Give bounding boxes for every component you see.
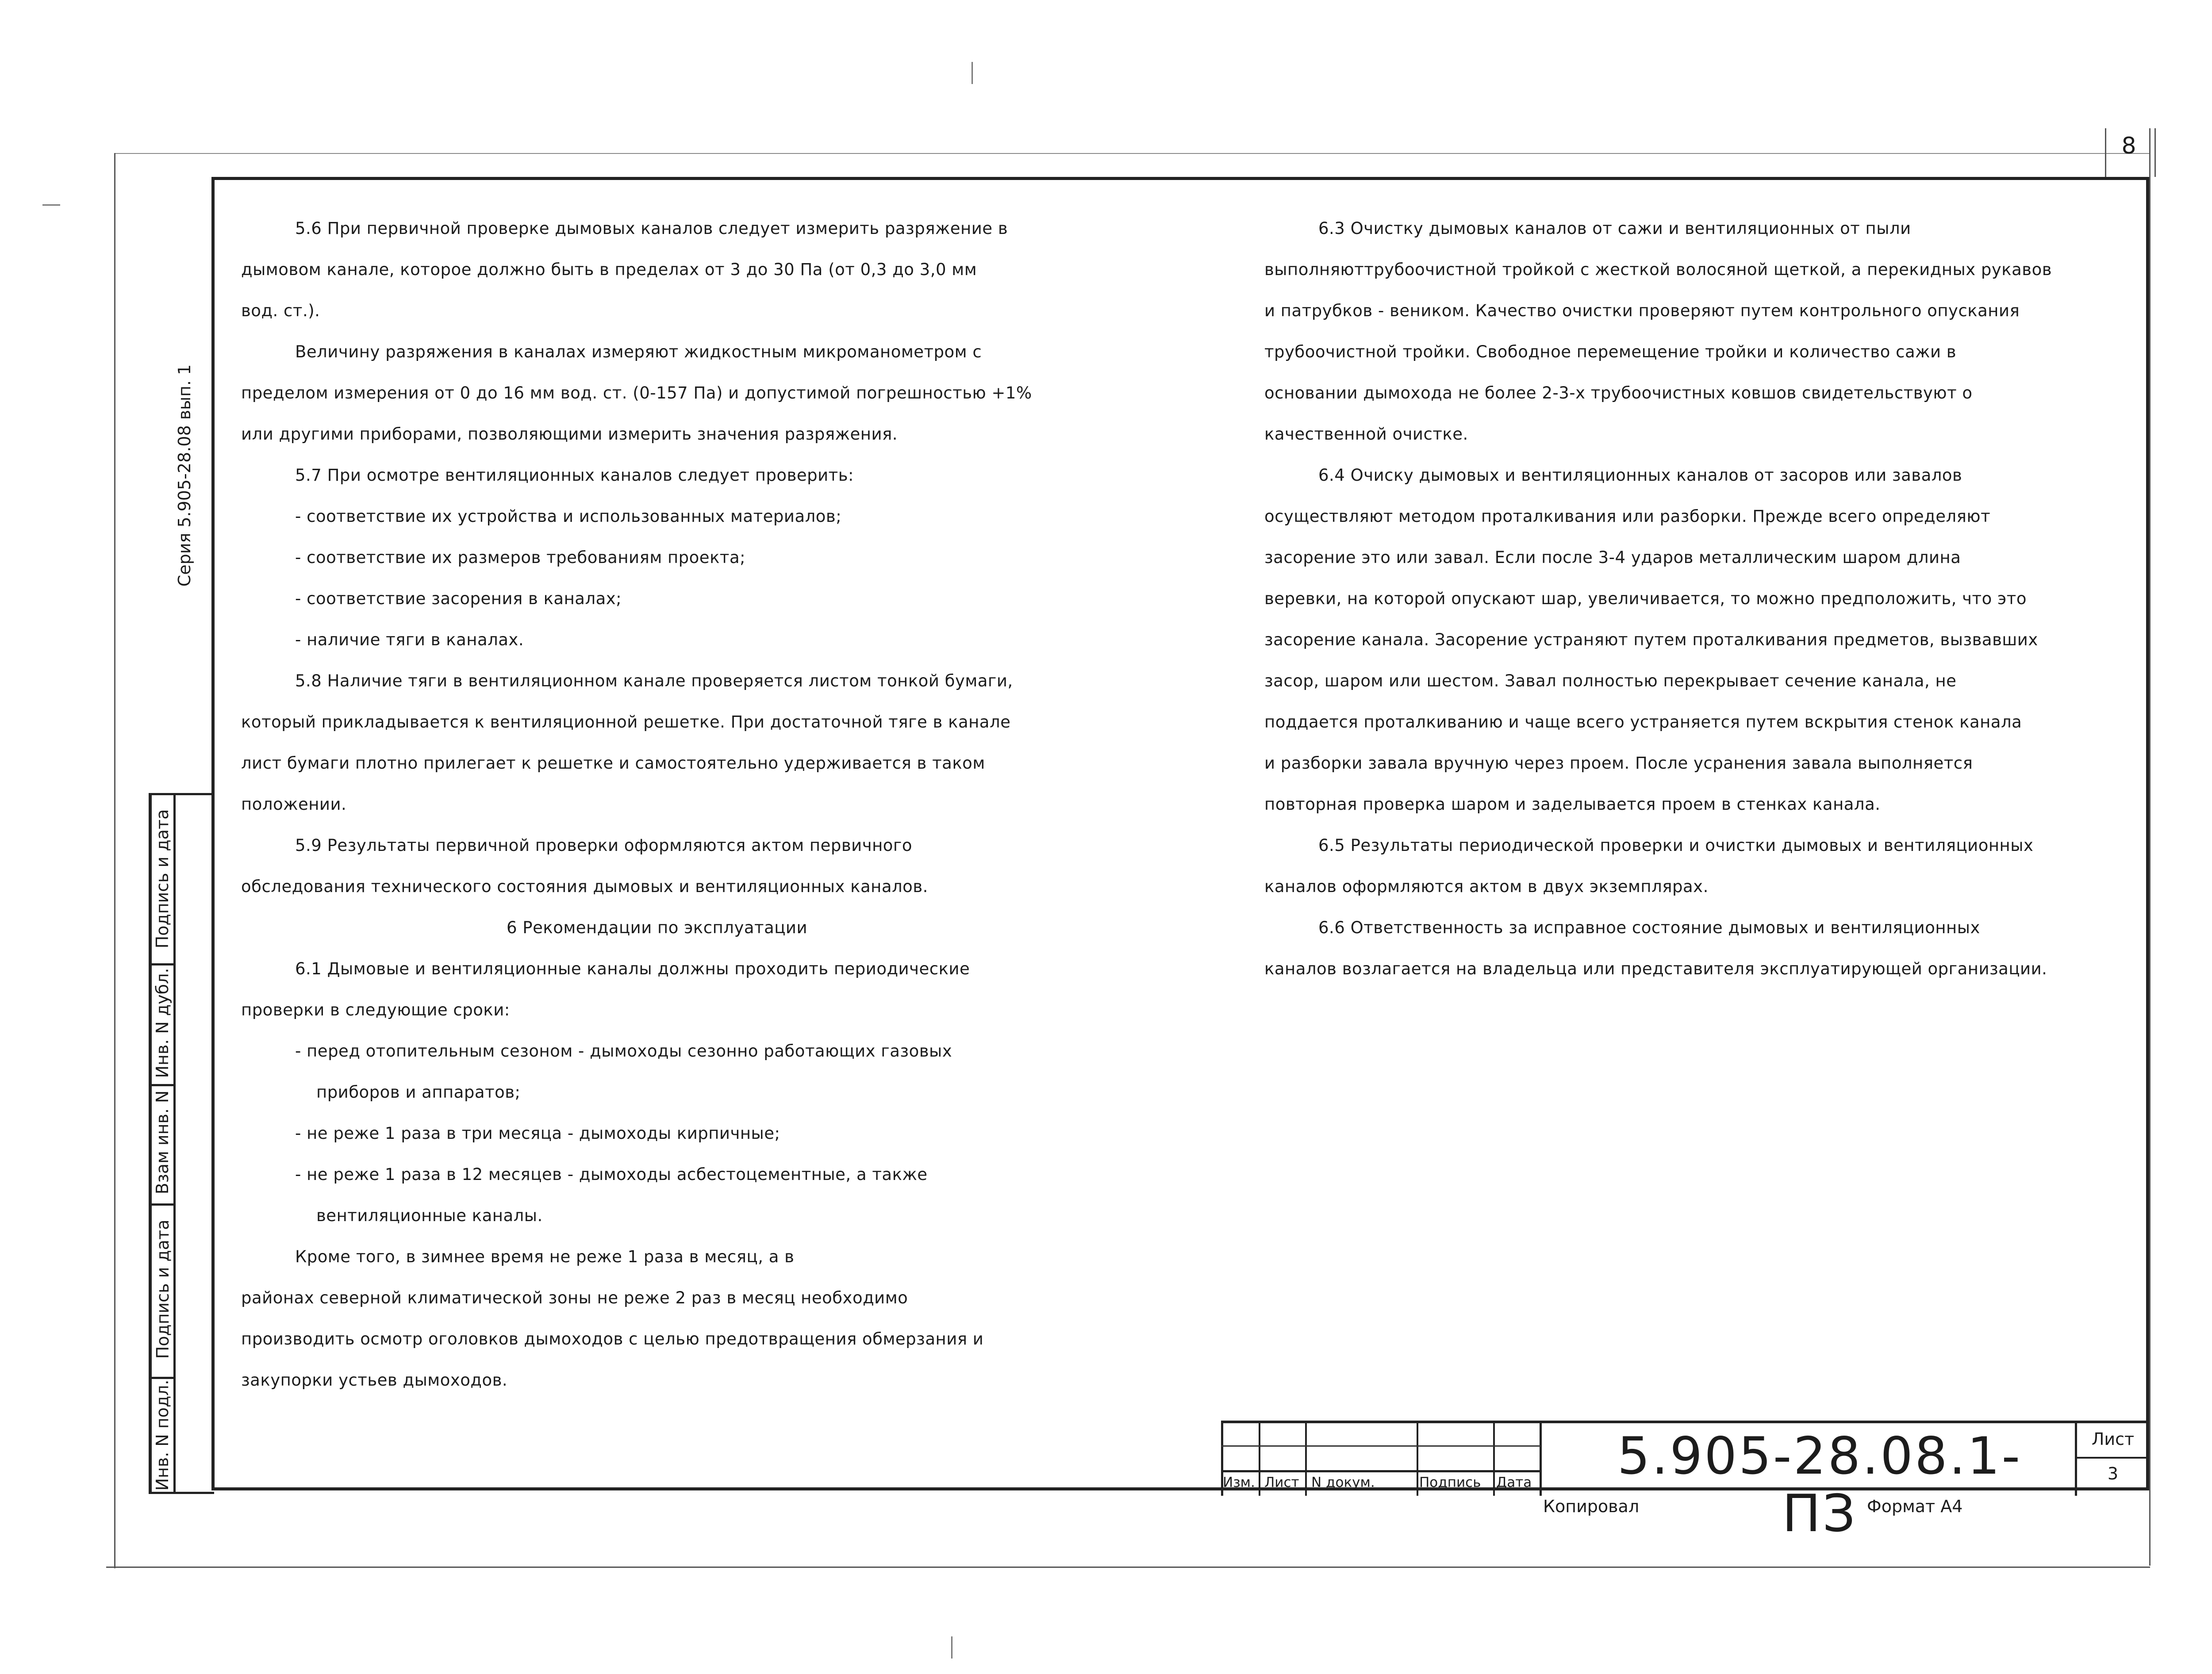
page-number-box-right xyxy=(2154,128,2156,177)
right-column-line: засор, шаром или шестом. Завал полностью перекрывает сечение канала, не xyxy=(1264,671,1957,690)
stamp-cell-signature-date-2: Подпись и дата xyxy=(153,1219,173,1359)
title-block-header-sheet: Лист xyxy=(1264,1475,1299,1490)
left-column-line: - перед отопительным сезоном - дымоходы сезонно работающих газовых xyxy=(295,1042,952,1061)
right-column-line: 6.4 Очиску дымовых и вентиляционных каналов от засоров или завалов xyxy=(1318,466,1962,485)
page-number-box-left xyxy=(2105,128,2106,177)
right-column-line: выполняюттрубоочистной тройкой с жесткой волосяной щеткой, а перекидных рукавов xyxy=(1264,260,2052,279)
left-column-line: закупорки устьев дымоходов. xyxy=(241,1371,508,1390)
crop-mark-top xyxy=(972,62,973,84)
title-block-header-signature: Подпись xyxy=(1419,1475,1481,1490)
left-column-line: дымовом канале, которое должно быть в пределах от 3 до 30 Па (от 0,3 до 3,0 мм xyxy=(241,260,977,279)
right-column-line: основании дымохода не более 2-3-х трубоочистных ковшов свидетельствуют о xyxy=(1264,383,1973,402)
right-column-line: каналов оформляются актом в двух экземплярах. xyxy=(1264,877,1709,896)
stamp-cell-original-inv: Инв. N подл. xyxy=(153,1379,172,1491)
right-text-column xyxy=(1264,208,2052,989)
left-column-line: - не реже 1 раза в три месяца - дымоходы кирпичные; xyxy=(295,1124,780,1143)
outer-frame-top xyxy=(114,153,2149,154)
right-column-line: поддается проталкиванию и чаще всего устраняется путем вскрытия стенок канала xyxy=(1264,713,2022,732)
right-column-line: 6.6 Ответственность за исправное состояние дымовых и вентиляционных xyxy=(1318,918,1980,937)
right-column-line: засорение это или завал. Если после 3-4 ударов металлическим шаром длина xyxy=(1264,548,1961,567)
left-column-line: 5.6 При первичной проверке дымовых каналов следует измерить разряжение в xyxy=(295,219,1008,238)
left-column-line: который прикладывается к вентиляционной решетке. При достаточной тяге в канале xyxy=(241,713,1011,732)
right-column-line: осуществляют методом проталкивания или разборки. Прежде всего определяют xyxy=(1264,507,1991,526)
right-column-line: качественной очистке. xyxy=(1264,425,1468,444)
series-label: Серия 5.905-28.08 вып. 1 xyxy=(175,364,194,587)
page-number: 8 xyxy=(2121,133,2136,159)
left-column-line: вод. ст.). xyxy=(241,301,320,320)
left-column-line: пределом измерения от 0 до 16 мм вод. ст. (0-157 Па) и допустимой погрешностью +1% xyxy=(241,383,1032,402)
stamp-cell-signature-date-1: Подпись и дата xyxy=(153,809,172,949)
left-column-line: 5.9 Результаты первичной проверки оформляются актом первичного xyxy=(295,836,912,855)
left-column-line: или другими приборами, позволяющими измерить значения разряжения. xyxy=(241,425,898,444)
sheet-number: 3 xyxy=(2107,1464,2119,1483)
outer-frame-left xyxy=(114,153,115,1568)
left-column-line: 5.7 При осмотре вентиляционных каналов следует проверить: xyxy=(295,466,854,485)
left-column-line: - соответствие засорения в каналах; xyxy=(295,589,622,608)
title-block-header-change: Изм. xyxy=(1223,1475,1255,1490)
left-column-line: приборов и аппаратов; xyxy=(316,1083,521,1102)
left-text-column xyxy=(241,208,1032,1401)
left-column-line: - не реже 1 раза в 12 месяцев - дымоходы асбестоцементные, а также xyxy=(295,1165,928,1184)
outer-frame-bottom xyxy=(106,1567,2150,1568)
stamp-cell-replacement-inv: Взам инв. N xyxy=(153,1090,172,1195)
left-column-line: Кроме того, в зимнее время не реже 1 раза в месяц, а в xyxy=(295,1247,795,1266)
left-column-line: производить осмотр оголовков дымоходов с целью предотвращения обмерзания и xyxy=(241,1329,984,1348)
title-block-header-date: Дата xyxy=(1496,1475,1532,1490)
left-column-line: 5.8 Наличие тяги в вентиляционном канале проверяется листом тонкой бумаги, xyxy=(295,671,1013,690)
left-column-line: 6.1 Дымовые и вентиляционные каналы должны проходить периодические xyxy=(295,959,970,978)
right-column-line: и разборки завала вручную через проем. После усранения завала выполняется xyxy=(1264,754,1973,773)
right-column-line: каналов возлагается на владельца или представителя эксплуатирующей организации. xyxy=(1264,959,2047,978)
title-block-header-doc-number: N докум. xyxy=(1311,1475,1375,1490)
left-column-line: вентиляционные каналы. xyxy=(316,1206,543,1225)
sheet-label: Лист xyxy=(2091,1429,2135,1449)
stamp-cell-duplicate-inv: Инв. N дубл. xyxy=(153,968,172,1078)
right-column-line: 6.5 Результаты периодической проверки и очистки дымовых и вентиляционных xyxy=(1318,836,2034,855)
left-column-line: положении. xyxy=(241,795,347,814)
left-column-line: лист бумаги плотно прилегает к решетке и самостоятельно удерживается в таком xyxy=(241,754,985,773)
right-column-line: 6.3 Очистку дымовых каналов от сажи и вентиляционных от пыли xyxy=(1318,219,1911,238)
right-column-line: и патрубков - веником. Качество очистки проверяют путем контрольного опускания xyxy=(1264,301,2020,320)
left-column-line: - соответствие их устройства и использованных материалов; xyxy=(295,507,842,526)
left-column-line: 6 Рекомендации по эксплуатации xyxy=(507,918,808,937)
right-column-line: засорение канала. Засорение устраняют путем проталкивания предметов, вызвавших xyxy=(1264,630,2038,649)
left-column-line: проверки в следующие сроки: xyxy=(241,1000,510,1019)
left-column-line: обследования технического состояния дымовых и вентиляционных каналов. xyxy=(241,877,928,896)
right-column-line: повторная проверка шаром и заделывается проем в стенках канала. xyxy=(1264,795,1881,814)
crop-mark-left xyxy=(42,204,60,206)
outer-frame-right xyxy=(2149,128,2151,1566)
copied-by-label: Копировал xyxy=(1543,1497,1640,1516)
format-label: Формат А4 xyxy=(1867,1497,1963,1516)
right-column-line: трубоочистной тройки. Свободное перемещение тройки и количество сажи в xyxy=(1264,342,1957,361)
document-code: 5.905-28.08.1-ПЗ xyxy=(1617,1426,2022,1544)
left-column-line: - соответствие их размеров требованиям проекта; xyxy=(295,548,746,567)
left-column-line: Величину разряжения в каналах измеряют жидкостным микроманометром с xyxy=(295,342,982,361)
left-column-line: - наличие тяги в каналах. xyxy=(295,630,524,649)
right-column-line: веревки, на которой опускают шар, увеличивается, то можно предположить, что это xyxy=(1264,589,2027,608)
crop-mark-bottom xyxy=(951,1636,952,1659)
left-column-line: районах северной климатической зоны не реже 2 раз в месяц необходимо xyxy=(241,1288,908,1307)
